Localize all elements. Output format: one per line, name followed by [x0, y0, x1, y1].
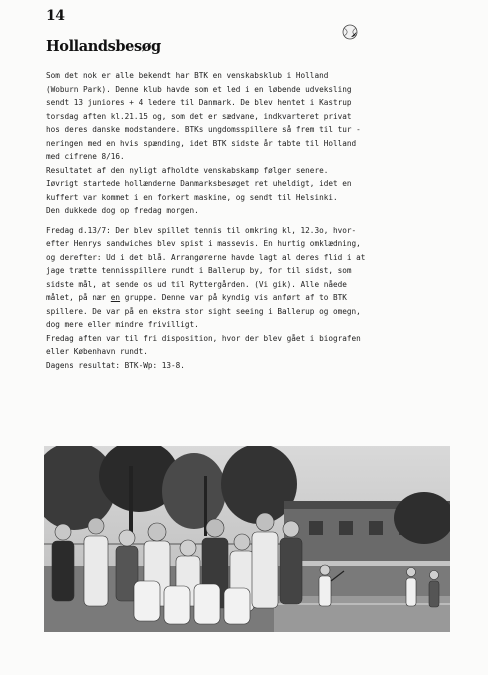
text-line: Fredag d.13/7: Der blev spillet tennis til omkring kl, 12.3o, hvor-: [46, 225, 357, 235]
text-segment: målet, på nær: [46, 293, 111, 302]
text-line: neringen med en hvis spænding, idet BTK sidste år tabte til Holland: [46, 138, 357, 148]
group-photo: [44, 446, 450, 632]
text-line: [46, 291, 456, 305]
text-line: Iøvrigt startede hollænderne Danmarksbesøget ret uheldigt, idet en: [46, 179, 352, 188]
text-line: Den dukkede dog op fredag morgen.: [46, 206, 199, 215]
text-line: eller København rundt.: [46, 347, 148, 356]
text-line: med cifrene 8/16.: [46, 152, 125, 161]
paragraph-arrival: [46, 69, 456, 218]
tennis-ball-icon: [342, 24, 358, 40]
text-line: efter Henrys sandwiches blev spist i massevis. En hurtig omklædning,: [46, 239, 361, 248]
article-title: Hollandsbesøg: [46, 38, 161, 55]
text-line: dog mere eller mindre frivilligt.: [46, 320, 199, 329]
text-line: (Woburn Park). Denne klub havde som et led i en løbende udveksling: [46, 84, 352, 94]
article-body: [46, 69, 456, 372]
page-number: 14: [46, 8, 65, 24]
text-line: Resultatet af den nyligt afholdte venskabskamp følger senere.: [46, 165, 329, 175]
text-line: og derefter: Ud i det blå. Arrangørerne havde lagt al deres flid i at: [46, 252, 366, 262]
photo-illustration: [44, 446, 450, 632]
text-line: hos deres danske modstandere. BTKs ungdomsspillere så frem til tur -: [46, 125, 361, 134]
text-line: torsdag aften kl.21.15 og, som det er sædvane, indkvarteret privat: [46, 111, 352, 121]
paragraph-friday: [46, 224, 456, 373]
text-line: sendt 13 juniores + 4 ledere til Danmark. De blev hentet i Kastrup: [46, 98, 352, 107]
text-line: Fredag aften var til fri disposition, hvor der blev gået i biografen: [46, 333, 361, 343]
text-line: jage trætte tennisspillere rundt i Ballerup by, for til sidst, som: [46, 266, 352, 275]
text-line: spillere. De var på en ekstra stor sight seeing i Ballerup og omegn,: [46, 306, 361, 316]
text-line: Som det nok er alle bekendt har BTK en venskabsklub i Holland: [46, 71, 329, 80]
text-line: Dagens resultat: BTK-Wp: 13-8.: [46, 360, 185, 370]
text-line: kuffert var kommet i en forkert maskine, og sendt til Helsinki.: [46, 192, 338, 202]
text-segment: gruppe. Denne var på kyndig vis anført af to BTK: [120, 293, 347, 302]
underlined-word: en: [110, 293, 121, 302]
text-line: sidste mål, at sende os ud til Ryttergården. (Vi gik). Alle nåede: [46, 279, 347, 289]
